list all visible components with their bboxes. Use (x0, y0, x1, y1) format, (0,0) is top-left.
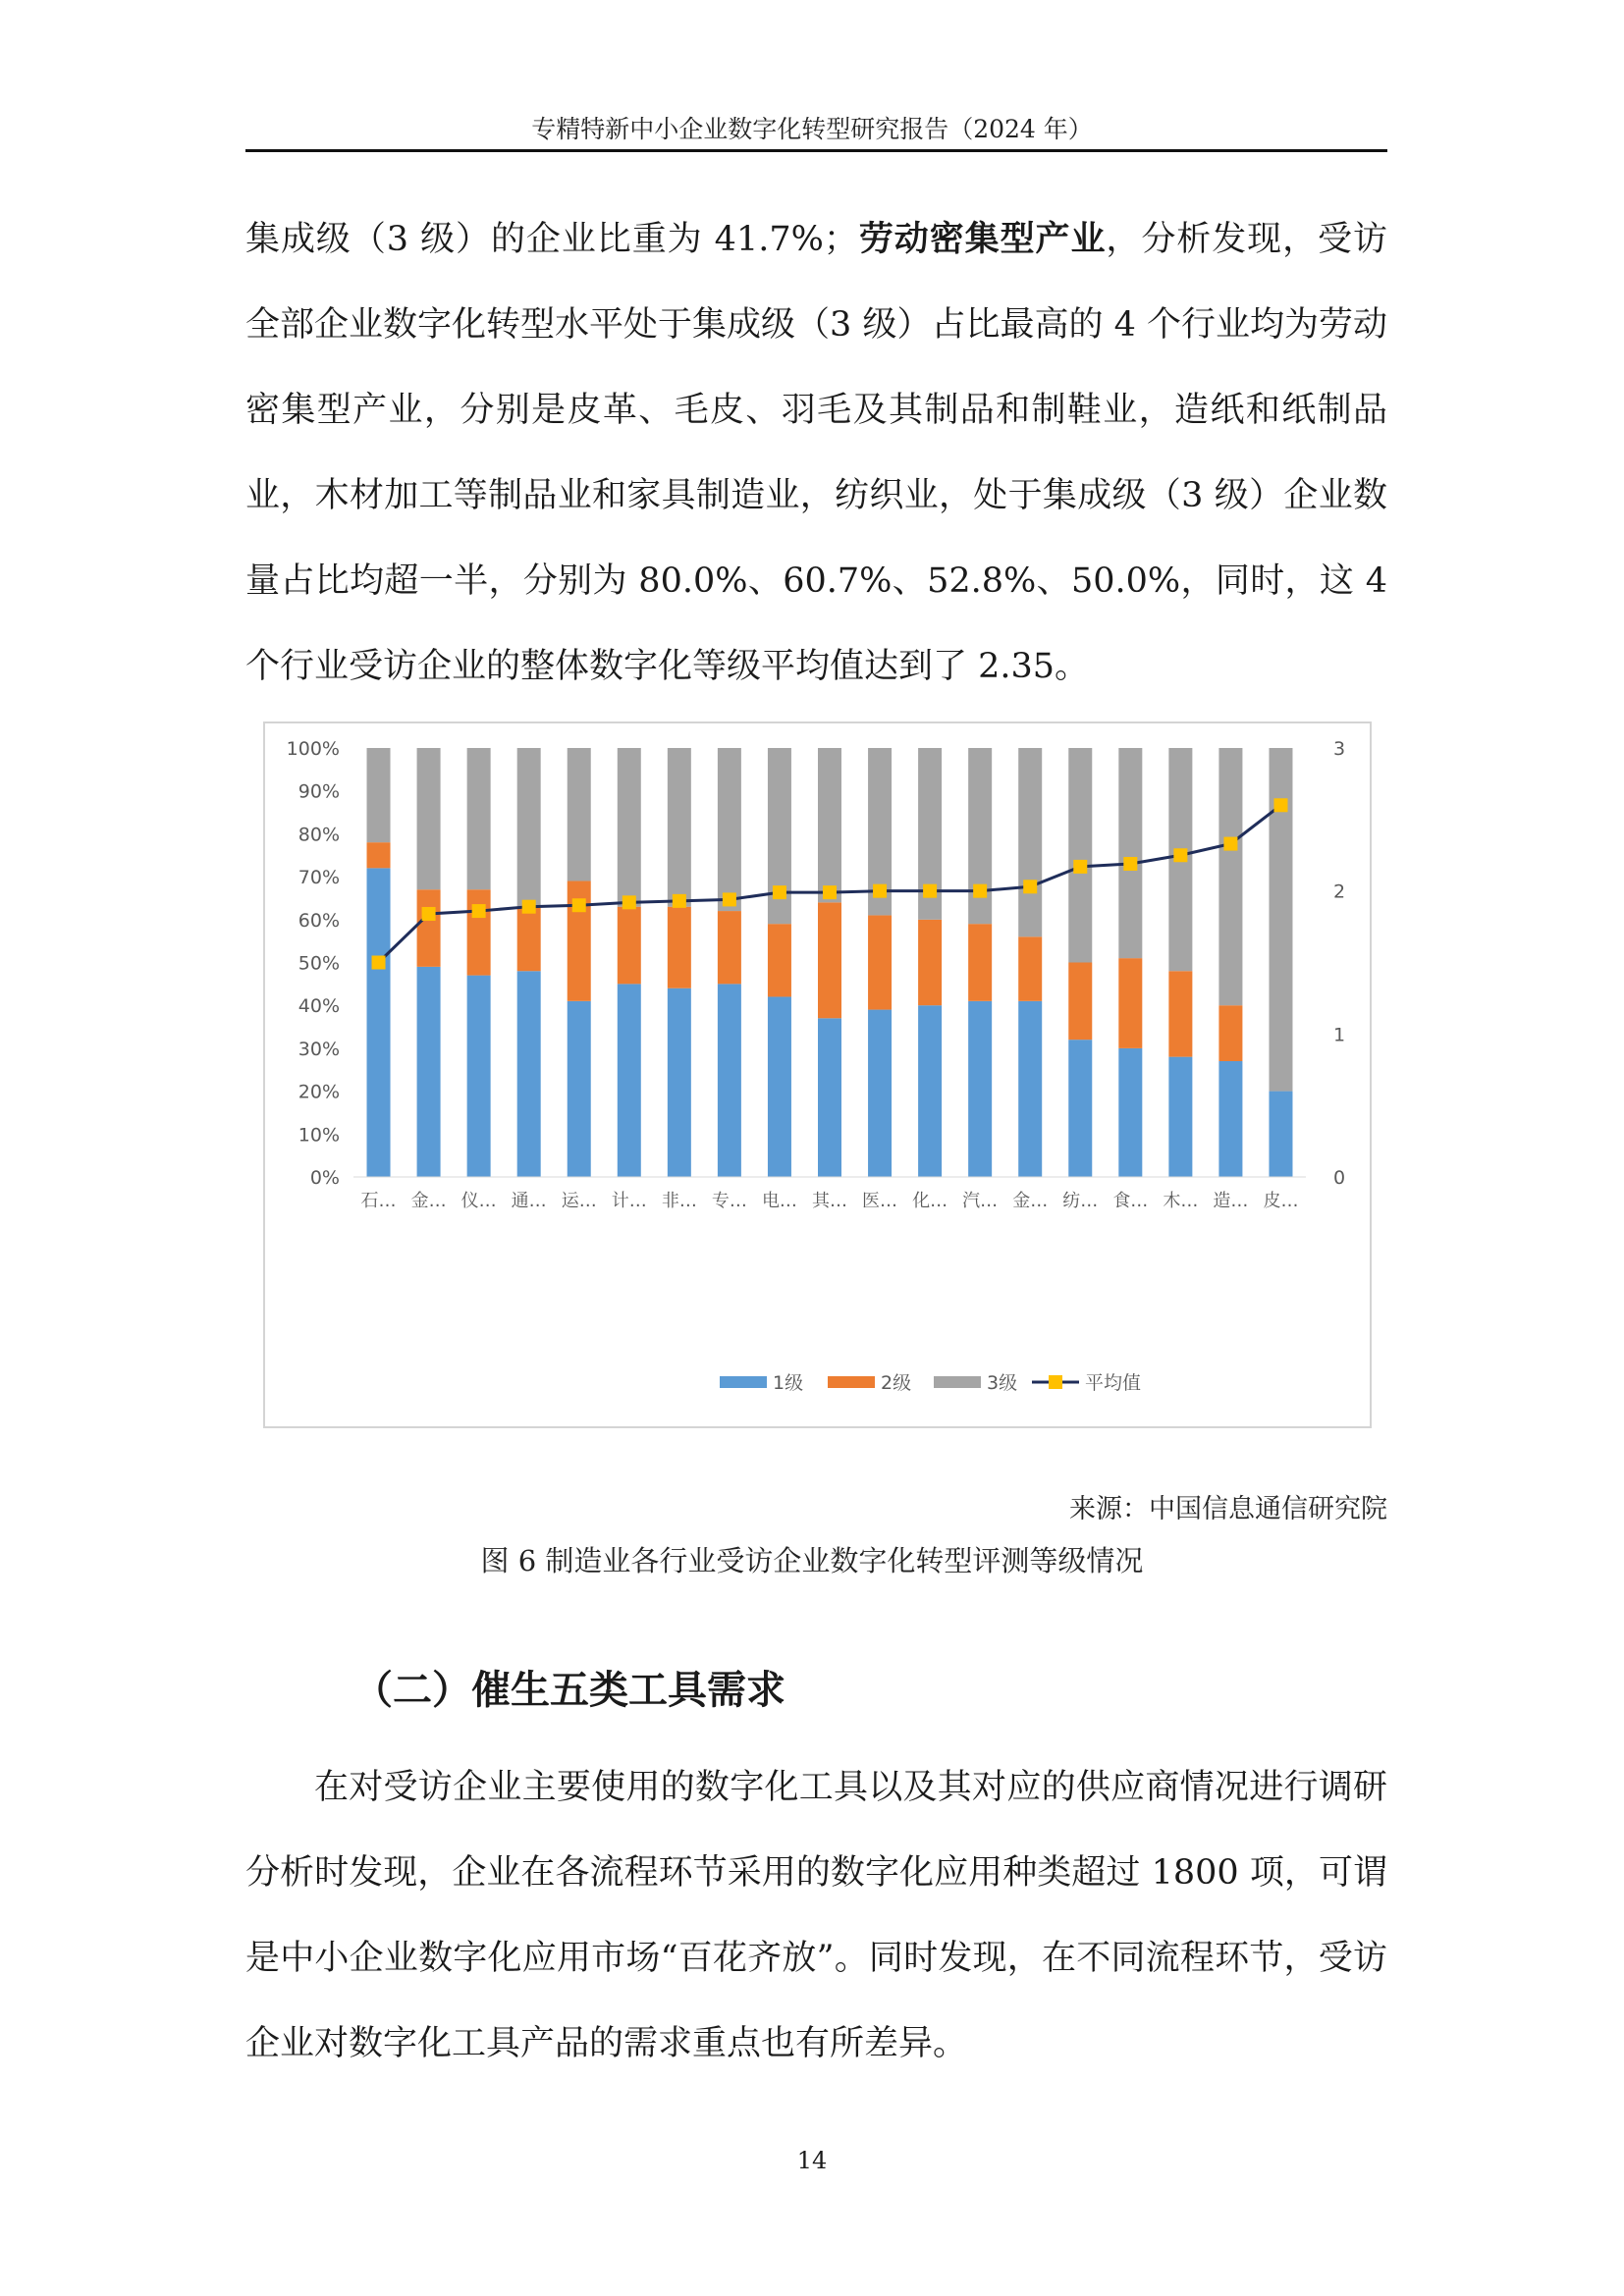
bar-segment-3级 (1218, 748, 1242, 1005)
y-left-tick-label: 10% (298, 1124, 340, 1147)
figure-caption: 图 6 制造业各行业受访企业数字化转型评测等级情况 (480, 1544, 1144, 1577)
header-rule (245, 149, 1387, 152)
x-tick-label: 木… (1163, 1191, 1199, 1211)
bar-segment-2级 (367, 842, 391, 868)
bar-segment-2级 (417, 889, 441, 967)
paragraph-rest: ，分析发现，受访全部企业数字化转型水平处于集成级（3 级）占比最高的 4 个行业均为劳动密集型产业，分别是皮革、毛皮、羽毛及其制品和制鞋业，造纸和纸制品业，木材加工等制品业和家具制造业，纺织业，处于集成级（3 级）企业数量占比均超一半，分别为 80.0%、60.7%、52.8%、50.0%，同时，这 4 个行业受访企业的整体数字化等级平均值达到了 2.35。 (245, 220, 1387, 686)
x-tick-label: 造… (1213, 1191, 1249, 1211)
legend-marker-swatch (1049, 1375, 1062, 1389)
bar-segment-1级 (1018, 1001, 1042, 1177)
y-left-tick-label: 70% (298, 867, 340, 889)
bar-segment-1级 (718, 984, 741, 1177)
bar-segment-1级 (1068, 1040, 1092, 1177)
paragraph-industry-analysis (245, 196, 1387, 710)
bar-segment-2级 (618, 907, 641, 985)
x-tick-label: 石… (360, 1191, 397, 1211)
bar-segment-3级 (618, 748, 641, 907)
x-tick-label: 皮… (1263, 1191, 1299, 1211)
bar-segment-3级 (1068, 748, 1092, 963)
bar-segment-2级 (868, 915, 892, 1009)
average-marker (1173, 848, 1187, 862)
bar-segment-2级 (918, 920, 942, 1005)
average-marker (923, 884, 937, 898)
bar-segment-2级 (1218, 1005, 1242, 1061)
bar-segment-1级 (618, 984, 641, 1177)
bar-segment-1级 (1168, 1057, 1192, 1177)
x-tick-label: 金… (410, 1191, 447, 1211)
bar-segment-2级 (1018, 936, 1042, 1001)
bar-segment-1级 (417, 967, 441, 1177)
bar-segment-2级 (718, 911, 741, 984)
page-header: 专精特新中小企业数字化转型研究报告（2024 年） (531, 115, 1093, 143)
bold-term: 劳动密集型产业 (857, 219, 1107, 259)
bar-segment-1级 (868, 1010, 892, 1177)
stacked-bar-chart (265, 723, 1370, 1426)
x-tick-label: 电… (761, 1191, 797, 1211)
bar-segment-2级 (668, 907, 691, 988)
bar-segment-2级 (1118, 958, 1142, 1048)
chart-container (263, 721, 1372, 1428)
bar-segment-1级 (918, 1005, 942, 1177)
bar-segment-2级 (467, 889, 491, 975)
bar-segment-3级 (1118, 748, 1142, 958)
figure-source: 来源：中国信息通信研究院 (1069, 1494, 1387, 1524)
average-marker (823, 885, 837, 899)
y-right-tick-label: 2 (1333, 881, 1346, 903)
average-marker (372, 956, 386, 970)
x-tick-label: 通… (511, 1191, 547, 1211)
bar-segment-1级 (1118, 1048, 1142, 1177)
bar-segment-3级 (568, 748, 591, 881)
bar-segment-3级 (1018, 748, 1042, 936)
bar-segment-3级 (818, 748, 841, 902)
x-tick-label: 医… (862, 1191, 898, 1211)
y-right-tick-label: 3 (1333, 738, 1346, 760)
x-tick-label: 金… (1012, 1191, 1049, 1211)
x-tick-label: 运… (561, 1191, 597, 1211)
average-marker (723, 892, 736, 906)
bar-segment-1级 (968, 1001, 992, 1177)
bar-segment-3级 (367, 748, 391, 842)
bar-segment-1级 (668, 988, 691, 1177)
x-tick-label: 专… (711, 1191, 747, 1211)
y-right-tick-label: 0 (1333, 1167, 1346, 1189)
y-left-tick-label: 20% (298, 1081, 340, 1103)
average-marker (422, 907, 436, 921)
paragraph-lead: 集成级（3 级）的企业比重为 41.7%； (245, 220, 858, 259)
average-marker (1073, 860, 1087, 874)
bar-segment-3级 (467, 748, 491, 889)
average-marker (522, 900, 536, 914)
y-left-tick-label: 100% (286, 738, 340, 760)
bar-segment-1级 (367, 868, 391, 1177)
bar-segment-2级 (1168, 971, 1192, 1056)
bar-segment-1级 (768, 996, 791, 1177)
legend-label: 3级 (987, 1372, 1018, 1394)
bar-segment-3级 (668, 748, 691, 907)
y-left-tick-label: 40% (298, 995, 340, 1018)
bar-segment-2级 (818, 902, 841, 1018)
x-tick-label: 非… (661, 1191, 697, 1211)
y-right-tick-label: 1 (1333, 1024, 1346, 1046)
average-marker (973, 884, 987, 898)
average-marker (873, 884, 887, 898)
legend-label: 平均值 (1085, 1372, 1142, 1394)
paragraph-tool-demand (245, 1745, 1387, 2087)
average-marker (1273, 798, 1287, 812)
bar-segment-1级 (467, 976, 491, 1177)
average-marker (472, 904, 486, 918)
bar-segment-3级 (718, 748, 741, 911)
page-number: 14 (796, 2147, 828, 2174)
legend-swatch (828, 1376, 875, 1388)
x-tick-label: 纺… (1062, 1191, 1099, 1211)
average-marker (572, 898, 586, 912)
y-left-tick-label: 90% (298, 780, 340, 803)
average-marker (1123, 857, 1137, 871)
x-tick-label: 其… (812, 1191, 847, 1211)
average-marker (623, 895, 636, 909)
x-tick-label: 仪… (460, 1191, 497, 1211)
bar-segment-1级 (1218, 1061, 1242, 1177)
section-title: （二）催生五类工具需求 (353, 1668, 785, 1713)
y-left-tick-label: 80% (298, 824, 340, 846)
bar-segment-1级 (568, 1001, 591, 1177)
bar-segment-2级 (1068, 963, 1092, 1041)
average-marker (673, 894, 686, 908)
y-left-tick-label: 60% (298, 909, 340, 932)
legend-label: 1级 (773, 1372, 804, 1394)
bar-segment-1级 (1269, 1092, 1292, 1177)
x-tick-label: 汽… (962, 1191, 999, 1211)
bar-segment-2级 (968, 924, 992, 1001)
y-left-tick-label: 50% (298, 952, 340, 975)
bar-segment-3级 (517, 748, 541, 907)
x-tick-label: 计… (611, 1191, 647, 1211)
y-left-tick-label: 30% (298, 1038, 340, 1060)
x-tick-label: 食… (1112, 1191, 1149, 1211)
bar-segment-1级 (517, 971, 541, 1177)
bar-segment-1级 (818, 1018, 841, 1177)
legend-swatch (720, 1376, 767, 1388)
bar-segment-3级 (417, 748, 441, 889)
bar-segment-2级 (768, 924, 791, 996)
legend-label: 2级 (881, 1372, 912, 1394)
average-marker (773, 885, 786, 899)
bar-segment-2级 (517, 907, 541, 972)
x-tick-label: 化… (912, 1191, 948, 1211)
legend-swatch (934, 1376, 981, 1388)
paragraph-tool-demand-text: 在对受访企业主要使用的数字化工具以及其对应的供应商情况进行调研分析时发现，企业在各流程环节采用的数字化应用种类超过 1800 项，可谓是中小企业数字化应用市场“百花齐放”。同时发现，在不同流程环节，受访企业对数字化工具产品的需求重点也有所差异。 (245, 1768, 1387, 2063)
y-left-tick-label: 0% (309, 1167, 340, 1189)
average-marker (1023, 880, 1037, 893)
average-marker (1223, 837, 1237, 851)
